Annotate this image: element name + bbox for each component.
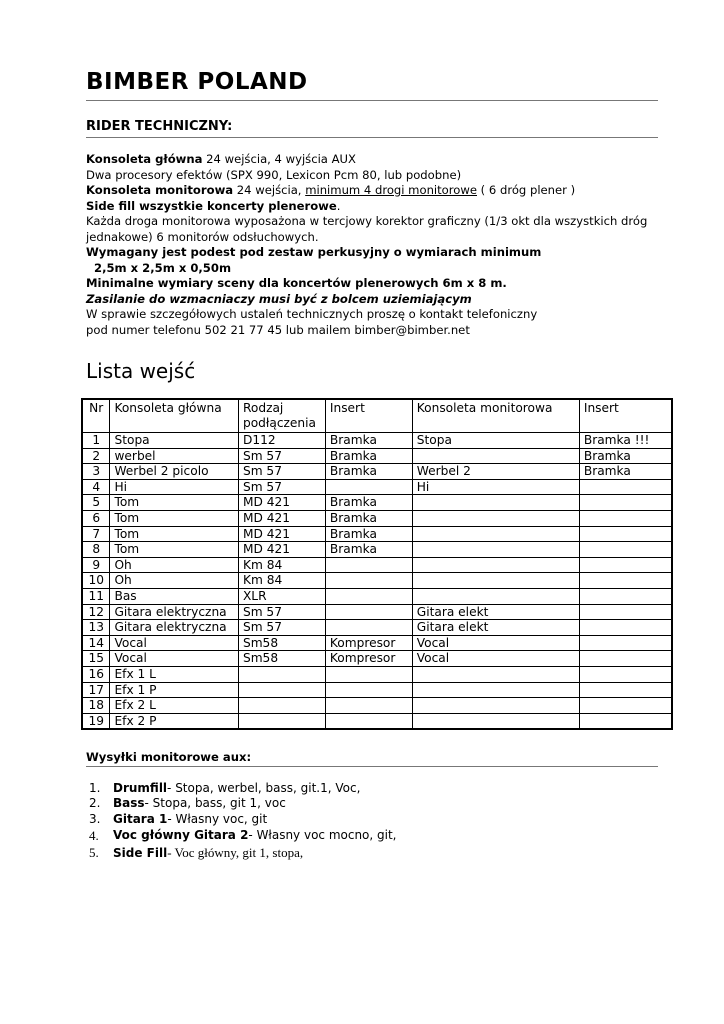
table-cell: Sm 57 [238,448,325,464]
table-cell: 18 [82,698,110,714]
table-cell [325,588,412,604]
table-cell [579,573,672,589]
table-cell: 19 [82,713,110,729]
table-row [82,682,672,698]
header-cell: Konsoleta główna [110,399,238,433]
list-item-number: 2. [89,796,101,811]
table-cell [412,698,579,714]
header-cell: Rodzaj podłączenia [238,399,325,433]
header-cell: Nr [82,399,110,433]
table-cell: Vocal [412,651,579,667]
input-list-body [82,433,672,730]
table-cell: Vocal [110,651,238,667]
rider-line-equalizer: Każda droga monitorowa wyposażona w tercjowy korektor graficzny (1/3 okt dla wszystkich dróg jednakowe) 6 monitorów odsłuchowych. [86,214,648,244]
table-cell: Bramka [325,433,412,449]
table-cell [579,542,672,558]
table-cell: Gitara elektryczna [110,604,238,620]
monitor-ways-outdoor: ( 6 dróg plener ) [477,183,576,197]
table-cell [412,573,579,589]
list-item-text: - Własny voc, git [167,811,268,826]
table-cell: 12 [82,604,110,620]
table-cell: MD 421 [238,542,325,558]
table-cell: Hi [412,479,579,495]
list-item-number: 5. [89,845,99,861]
table-cell: MD 421 [238,526,325,542]
table-row [82,698,672,714]
table-cell: Gitara elekt [412,620,579,636]
table-cell: Bramka [579,448,672,464]
rider-title-divider [86,137,658,138]
table-row [82,479,672,495]
table-cell: Sm58 [238,635,325,651]
table-cell: Bramka !!! [579,433,672,449]
table-cell [325,573,412,589]
table-cell: Km 84 [238,557,325,573]
rider-line-stage-size: Minimalne wymiary sceny dla koncertów plenerowych 6m x 8 m. [86,276,507,290]
table-cell: Bramka [325,495,412,511]
table-cell: Werbel 2 [412,464,579,480]
table-row [82,464,672,480]
main-console-spec: 24 wejścia, 4 wyjścia AUX [202,152,356,166]
table-cell: 6 [82,510,110,526]
table-row [82,573,672,589]
table-cell [412,713,579,729]
table-row [82,635,672,651]
side-fill-period: . [336,198,341,213]
table-cell [579,682,672,698]
table-cell: Gitara elektryczna [110,620,238,636]
list-item-label: Bass [113,796,145,811]
table-cell: Sm58 [238,651,325,667]
table-cell: MD 421 [238,510,325,526]
table-cell [579,698,672,714]
table-cell: MD 421 [238,495,325,511]
table-cell [412,526,579,542]
table-row [82,588,672,604]
table-cell: Tom [110,495,238,511]
table-cell: Hi [110,479,238,495]
table-cell: Km 84 [238,573,325,589]
monitor-console-spec: 24 wejścia, [233,183,306,197]
aux-sends-list [86,781,397,862]
rider-line-power: Zasilanie do wzmacniaczy musi być z bolcem uziemiającym [86,291,472,306]
list-item-text: - Własny voc mocno, git, [248,828,397,843]
table-cell: 8 [82,542,110,558]
table-header-row [82,399,672,433]
table-row [82,620,672,636]
header-cell: Insert [325,399,412,433]
table-cell: 11 [82,588,110,604]
list-item-number: 3. [89,811,101,826]
table-cell: 1 [82,433,110,449]
table-cell [325,479,412,495]
table-row [82,557,672,573]
table-cell: 3 [82,464,110,480]
list-item-label: Drumfill [113,781,168,795]
input-list-title: Lista wejść [86,359,196,383]
header-cell: Konsoleta monitorowa [412,399,579,433]
table-cell [579,604,672,620]
table-cell: Kompresor [325,635,412,651]
list-item-label: Side Fill [113,846,168,861]
table-cell [579,526,672,542]
table-cell [579,479,672,495]
table-cell: D112 [238,433,325,449]
table-cell [579,620,672,636]
list-item [86,827,397,844]
table-cell: 17 [82,682,110,698]
list-item-text: - Stopa, werbel, bass, git.1, Voc, [167,781,361,795]
table-row [82,433,672,449]
table-cell: Bramka [325,448,412,464]
table-cell [325,620,412,636]
table-cell [412,495,579,511]
table-cell: Stopa [412,433,579,449]
table-cell [412,666,579,682]
table-cell [325,713,412,729]
list-item [86,812,397,827]
table-cell: Bramka [325,464,412,480]
table-cell: 14 [82,635,110,651]
table-cell [412,588,579,604]
table-cell [579,495,672,511]
table-cell [238,713,325,729]
table-cell: Tom [110,526,238,542]
table-cell [412,542,579,558]
table-cell [579,651,672,667]
list-item [86,796,397,811]
table-cell [579,635,672,651]
table-cell [579,713,672,729]
table-cell [579,510,672,526]
table-cell: Oh [110,573,238,589]
table-cell: Oh [110,557,238,573]
monitor-console-label: Konsoleta monitorowa [86,183,234,197]
table-cell: 2 [82,448,110,464]
rider-title: RIDER TECHNICZNY: [86,119,233,134]
table-row [82,510,672,526]
table-cell [412,557,579,573]
table-cell: 15 [82,651,110,667]
table-cell: 16 [82,666,110,682]
table-cell [412,682,579,698]
rider-line-main-console [86,152,666,168]
table-row [82,542,672,558]
table-cell: 13 [82,620,110,636]
table-cell [412,448,579,464]
table-row [82,495,672,511]
table-cell: Efx 2 P [110,713,238,729]
table-cell [325,557,412,573]
table-cell [579,557,672,573]
list-item-number: 4. [89,828,99,844]
table-cell: Bramka [579,464,672,480]
list-item [86,781,397,796]
rider-line-contact-details: pod numer telefonu 502 21 77 45 lub mailem bimber@bimber.net [86,322,470,337]
list-item-label: Gitara 1 [113,811,168,826]
table-cell: Gitara elekt [412,604,579,620]
table-cell: Efx 1 L [110,666,238,682]
table-cell [238,666,325,682]
rider-line-contact: W sprawie szczegółowych ustaleń technicznych proszę o kontakt telefoniczny [86,307,538,321]
list-item-label: Voc główny Gitara 2 [113,828,249,843]
table-cell [325,604,412,620]
table-cell: Bramka [325,526,412,542]
side-fill-label: Side fill wszystkie koncerty plenerowe [86,198,337,213]
brand-logo-text: BIMBER POLAND [86,69,308,95]
table-cell [579,588,672,604]
table-cell: Sm 57 [238,620,325,636]
table-cell: Stopa [110,433,238,449]
table-cell: Tom [110,510,238,526]
table-cell [238,682,325,698]
table-cell: 5 [82,495,110,511]
rider-line-effects: Dwa procesory efektów (SPX 990, Lexicon Pcm 80, lub podobne) [86,167,462,182]
table-cell [579,666,672,682]
table-cell: Vocal [110,635,238,651]
input-list-table [81,398,673,730]
monitor-ways-minimum: minimum 4 drogi monitorowe [305,183,477,197]
table-cell [412,510,579,526]
table-cell: Sm 57 [238,604,325,620]
rider-line-drum-riser-size: 2,5m x 2,5m x 0,50m [94,260,232,275]
table-row [82,604,672,620]
rider-requirements [86,152,666,338]
list-item [86,844,397,862]
header-cell: Insert [579,399,672,433]
table-row [82,713,672,729]
rider-line-monitor-console [86,183,666,199]
table-cell: werbel [110,448,238,464]
table-cell: 7 [82,526,110,542]
list-item-text: - Stopa, bass, git 1, voc [144,796,286,811]
table-cell: Vocal [412,635,579,651]
rider-line-drum-riser: Wymagany jest podest pod zestaw perkusyjny o wymiarach minimum [86,245,542,259]
main-console-label: Konsoleta główna [86,152,203,166]
table-cell: 9 [82,557,110,573]
list-item-number: 1. [89,781,101,795]
aux-sends-title: Wysyłki monitorowe aux: [86,750,252,764]
table-cell: Tom [110,542,238,558]
aux-sends-divider [86,766,658,767]
table-row [82,448,672,464]
table-cell: Werbel 2 picolo [110,464,238,480]
table-cell [325,698,412,714]
table-cell [325,682,412,698]
table-cell [238,698,325,714]
table-row [82,526,672,542]
table-cell [325,666,412,682]
table-cell: Efx 2 L [110,698,238,714]
table-row [82,666,672,682]
table-cell: Kompresor [325,651,412,667]
table-cell: 10 [82,573,110,589]
table-cell: Bramka [325,542,412,558]
table-cell: 4 [82,479,110,495]
table-cell: Sm 57 [238,464,325,480]
header-divider [86,100,658,101]
rider-line-side-fill [86,199,666,215]
list-item-text: - Voc główny, git 1, stopa, [167,845,304,861]
table-row [82,651,672,667]
table-cell: Bas [110,588,238,604]
table-cell: Bramka [325,510,412,526]
table-cell: XLR [238,588,325,604]
table-cell: Sm 57 [238,479,325,495]
table-cell: Efx 1 P [110,682,238,698]
